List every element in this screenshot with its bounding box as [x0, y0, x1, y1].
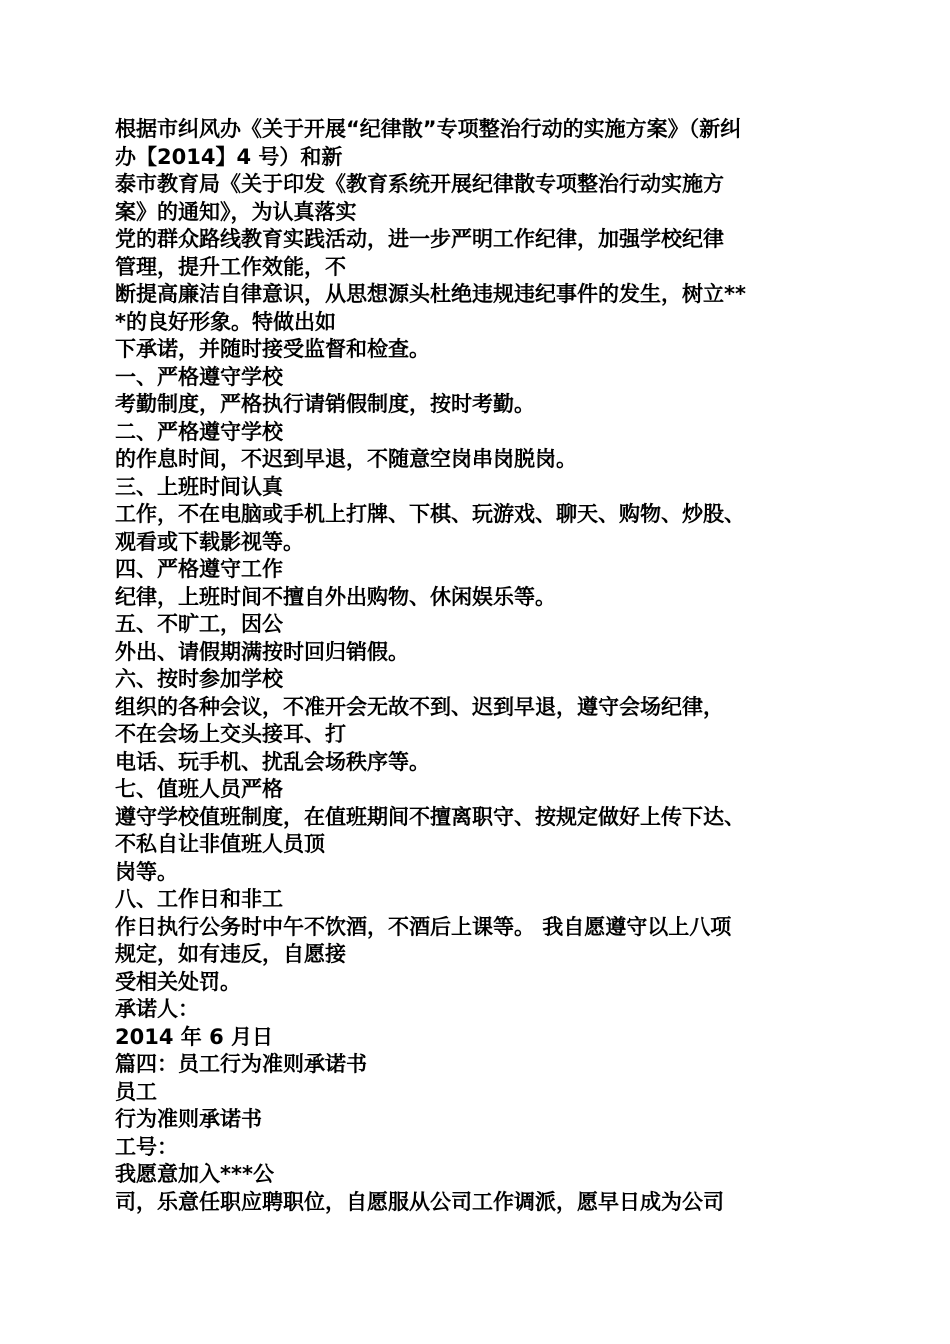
- text-line: 作日执行公务时中午不饮酒，不酒后上课等。 我自愿遵守以上八项: [115, 914, 732, 939]
- text-line: 规定，如有违反，自愿接: [115, 942, 346, 966]
- text-line: 受相关处罚。: [115, 969, 241, 994]
- text-line: 纪律，上班时间不擅自外出购物、休闲娱乐等。: [115, 584, 556, 609]
- text-line: 断提高廉洁自律意识，从思想源头杜绝违规违纪事件的发生，树立**: [115, 282, 746, 306]
- text-line: 电话、玩手机、扰乱会场秩序等。: [115, 749, 430, 774]
- text-line: 工作，不在电脑或手机上打牌、下棋、玩游戏、聊天、购物、炒股、: [115, 502, 745, 526]
- text-line: 我愿意加入***公: [115, 1162, 274, 1186]
- text-line: 行为准则承诺书: [115, 1107, 262, 1131]
- text-line: *的良好形象。特做出如: [115, 309, 336, 334]
- text-line: 2014 年 6 月日: [115, 1024, 273, 1049]
- text-line: 泰市教育局《关于印发《教育系统开展纪律散专项整治行动实施方: [115, 172, 724, 196]
- text-line: 根据市纠风办《关于开展“纪律散”专项整治行动的实施方案》（新纠: [115, 117, 742, 141]
- text-line: 管理，提升工作效能，不: [115, 254, 346, 279]
- text-line: 七、值班人员严格: [115, 777, 283, 801]
- text-line: 组织的各种会议，不准开会无故不到、迟到早退，遵守会场纪律，: [115, 694, 724, 719]
- text-line: 三、上班时间认真: [115, 474, 283, 499]
- text-line: 遵守学校值班制度，在值班期间不擅离职守、按规定做好上传下达、: [115, 804, 745, 829]
- text-line: 岗等。: [115, 859, 178, 884]
- text-line: 承诺人：: [115, 997, 199, 1021]
- text-line: 司，乐意任职应聘职位，自愿服从公司工作调派，愿早日成为公司: [115, 1189, 724, 1214]
- text-line: 外出、请假期满按时回归销假。: [115, 639, 409, 664]
- text-line: 案》的通知》，为认真落实: [115, 199, 357, 224]
- text-line: 二、严格遵守学校: [115, 419, 283, 444]
- text-line: 五、不旷工，因公: [115, 612, 283, 636]
- text-line: 考勤制度，严格执行请销假制度，按时考勤。: [115, 392, 535, 416]
- text-line: 不在会场上交头接耳、打: [115, 722, 346, 746]
- text-line: 六、按时参加学校: [115, 667, 283, 691]
- text-line: 篇四：员工行为准则承诺书: [115, 1052, 367, 1076]
- text-line: 四、严格遵守工作: [115, 557, 283, 581]
- document-body: [115, 116, 835, 1216]
- text-line: 办【2014】4 号）和新: [115, 144, 343, 169]
- text-line: 党的群众路线教育实践活动，进一步严明工作纪律，加强学校纪律: [115, 227, 724, 251]
- text-line: 的作息时间，不迟到早退，不随意空岗串岗脱岗。: [115, 447, 577, 471]
- text-line: 员工: [115, 1079, 157, 1104]
- text-line: 下承诺，并随时接受监督和检查。: [115, 337, 430, 361]
- text-line: 观看或下载影视等。: [115, 529, 304, 554]
- text-line: 工号：: [115, 1134, 178, 1159]
- text-line: 一、严格遵守学校: [115, 364, 283, 389]
- text-line: 八、工作日和非工: [115, 887, 283, 911]
- text-line: 不私自让非值班人员顶: [115, 832, 325, 856]
